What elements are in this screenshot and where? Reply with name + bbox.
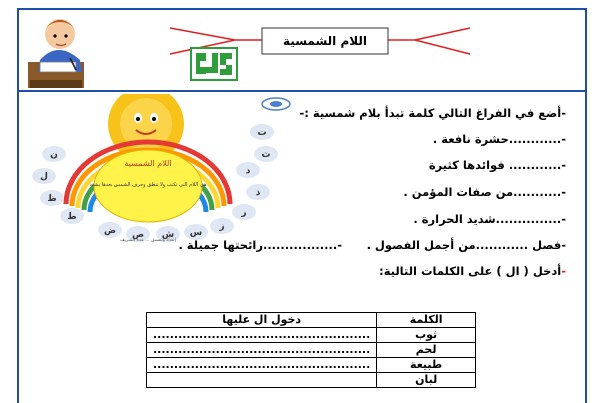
table-header-row (147, 313, 476, 328)
letter-cloud: ص (131, 230, 145, 240)
letter-cloud: د (245, 166, 251, 176)
letter-cloud: ط (67, 212, 77, 222)
words-table (146, 312, 476, 388)
letter-cloud: ز (219, 222, 225, 232)
answer-blank[interactable] (147, 373, 377, 388)
word-cell: ثوب (377, 328, 476, 343)
table-row (147, 328, 476, 343)
sun-rainbow-illustration (26, 94, 296, 242)
exercise-line-5b: -.................رائحتها جميلة . (178, 238, 342, 252)
letter-cloud: ش (161, 230, 175, 240)
word-cell: لبان (377, 373, 476, 388)
word-cell: لحم (377, 343, 476, 358)
letter-cloud: ض (103, 226, 117, 236)
letter-cloud: ن (50, 150, 58, 160)
table-row (147, 358, 476, 373)
boy-writing-icon (28, 19, 84, 88)
answer-blank[interactable]: .................................................... (147, 328, 377, 343)
answer-blank[interactable]: .................................................... (147, 343, 377, 358)
exercise-line-3: -...........من صفات المؤمن . (403, 185, 566, 199)
illustration-credit: إعداد وتنسيق ... عدة الشريف (120, 238, 176, 242)
word-cell: طبيعة (377, 358, 476, 373)
letter-cloud: ذ (255, 188, 261, 198)
kufic-seal-logo (191, 48, 237, 80)
instruction-intro: -أضع في الفراغ التالي كلمة تبدأ بلام شمسية :- (299, 106, 566, 120)
col-header-result: دخول ال عليها (147, 313, 377, 328)
letter-cloud: ت (257, 128, 267, 138)
col-header-word: الكلمة (377, 313, 476, 328)
page-title: اللام الشمسية (283, 34, 367, 48)
part2-text: أدخل ( ال ) على الكلمات التالية: (379, 264, 562, 278)
poster-title: اللام الشمسية (124, 159, 172, 168)
exercise-line-1: -............حشرة نافعة . (432, 132, 566, 146)
letter-cloud: ث (261, 150, 271, 160)
table-row (147, 373, 476, 388)
letter-cloud: ظ (47, 194, 57, 204)
poster-body: هي اللام التي تكتب ولا تنطق وحرف الشمس بعدها يشدد (89, 182, 207, 188)
answer-blank[interactable]: .................................................... (147, 358, 377, 373)
letter-cloud: ر (241, 208, 247, 218)
letter-cloud: س (189, 228, 203, 238)
part2-dash: - (561, 264, 566, 278)
part2-heading (379, 264, 566, 278)
exercise-line-4: -...............شديد الحرارة . (413, 212, 566, 226)
exercise-line-2: -............ فوائدها كثيرة (428, 158, 566, 172)
table-row (147, 343, 476, 358)
letter-cloud: ل (40, 172, 48, 182)
exercise-line-5a: -فصل ............من أجمل الفصول . (366, 238, 566, 252)
